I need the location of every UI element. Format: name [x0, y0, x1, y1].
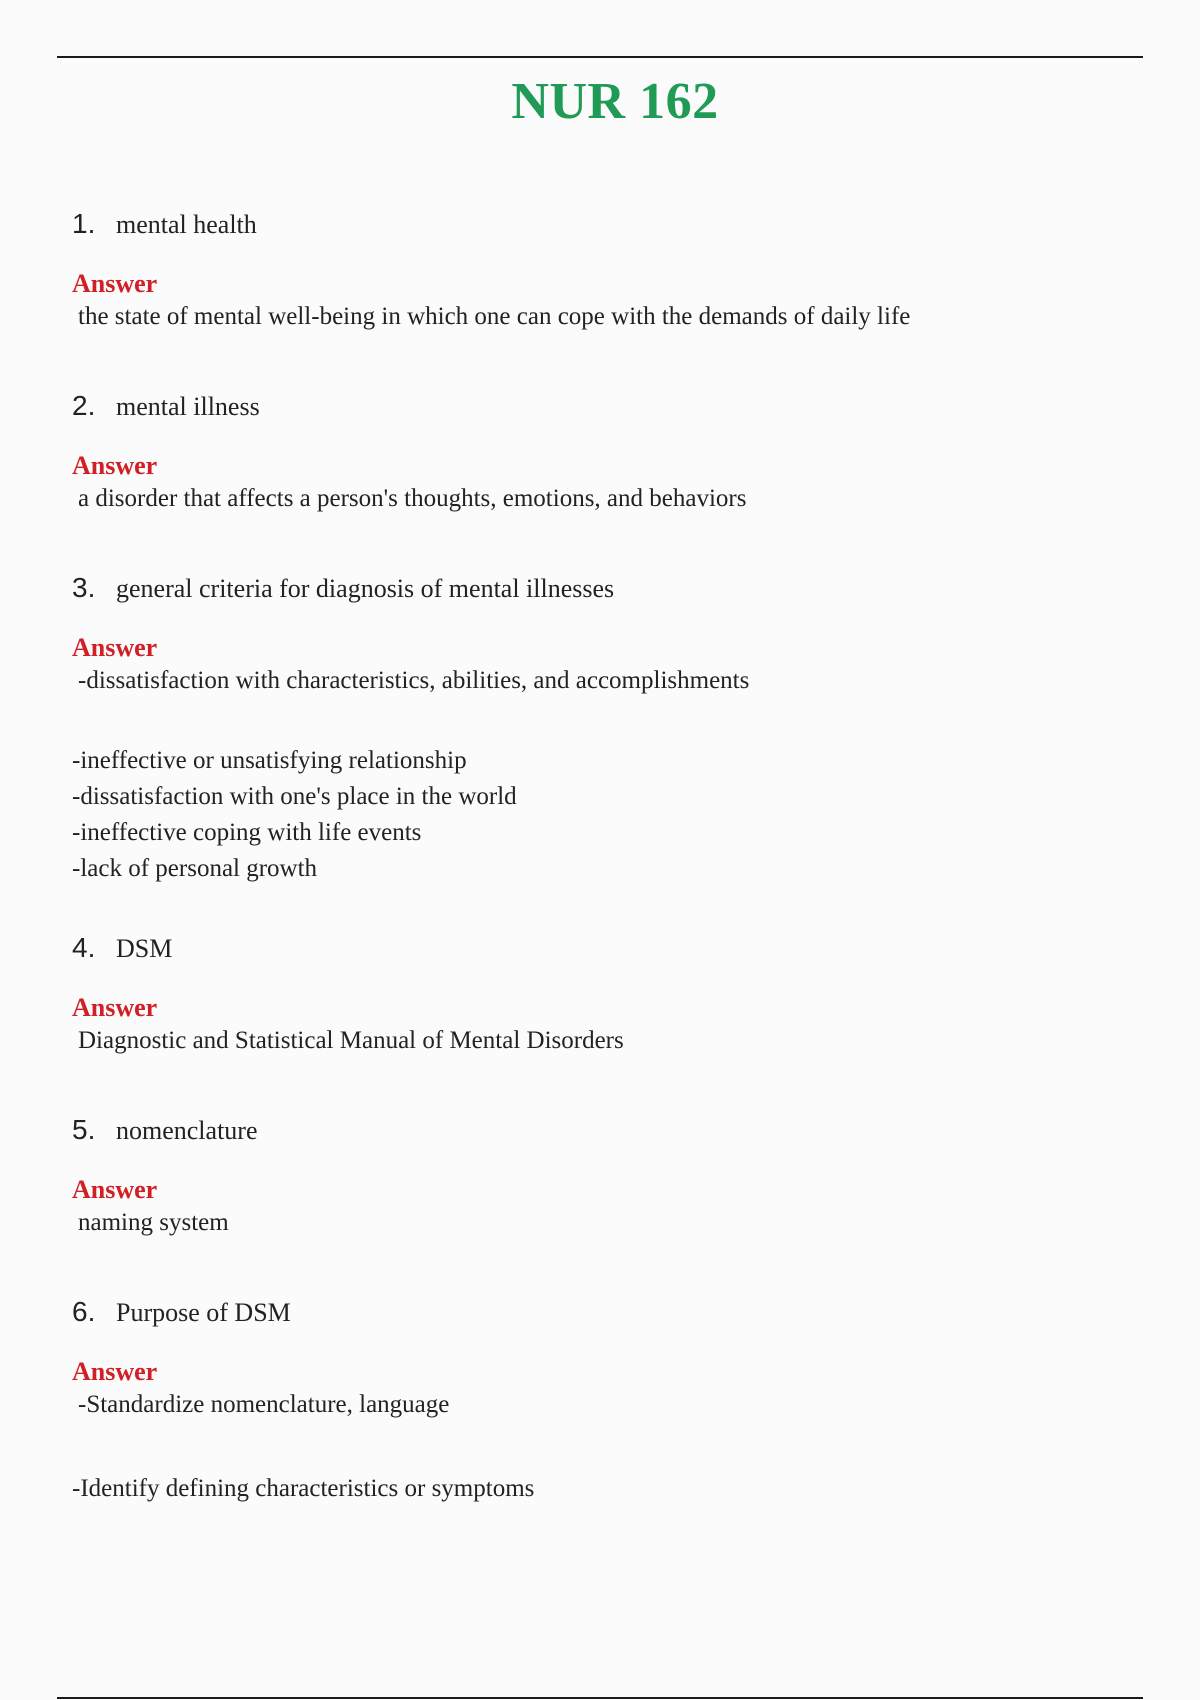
question-text: mental illness	[116, 392, 260, 421]
question-text: nomenclature	[116, 1116, 258, 1145]
qa-item-5	[72, 1114, 1132, 1241]
answer-extra-line: -Identify defining characteristics or symptoms	[72, 1475, 535, 1502]
answer-text: a disorder that affects a person's thoughts, emotions, and behaviors	[78, 485, 747, 512]
answer-label: Answer	[72, 1357, 158, 1386]
answer-label: Answer	[72, 993, 158, 1022]
bottom-rule	[57, 1697, 1143, 1699]
question-number: 3.	[72, 572, 96, 603]
answer-text: Diagnostic and Statistical Manual of Mental Disorders	[78, 1027, 624, 1054]
qa-item-3	[72, 572, 1132, 887]
answer-label: Answer	[72, 451, 158, 480]
page-title: NUR 162	[511, 73, 719, 130]
question	[72, 1296, 1132, 1329]
qa-item-1	[72, 208, 1132, 335]
answer-extra-line: -lack of personal growth	[72, 855, 318, 882]
question-number: 5.	[72, 1114, 96, 1145]
question-text: general criteria for diagnosis of mental illnesses	[116, 574, 615, 603]
qa-item-6	[72, 1296, 1132, 1507]
question-text: DSM	[116, 934, 173, 963]
question	[72, 390, 1132, 423]
answer-label: Answer	[72, 269, 158, 298]
question-text: mental health	[116, 210, 257, 239]
question-number: 6.	[72, 1296, 96, 1327]
qa-item-4	[72, 932, 1132, 1059]
answer-text: -Standardize nomenclature, language	[78, 1391, 450, 1418]
answer-label: Answer	[72, 1175, 158, 1204]
top-rule	[57, 56, 1143, 58]
question	[72, 572, 1132, 605]
question	[72, 208, 1132, 241]
answer-text: the state of mental well-being in which one can cope with the demands of daily life	[78, 303, 911, 330]
question-number: 1.	[72, 208, 96, 239]
question-text: Purpose of DSM	[116, 1298, 291, 1327]
question-number: 2.	[72, 390, 96, 421]
answer-extra-line: -dissatisfaction with one's place in the world	[72, 783, 517, 810]
question	[72, 932, 1132, 965]
qa-item-2	[72, 390, 1132, 517]
answer-extra-line: -ineffective or unsatisfying relationship	[72, 747, 467, 774]
question	[72, 1114, 1132, 1147]
answer-label: Answer	[72, 633, 158, 662]
answer-text: naming system	[78, 1209, 229, 1236]
answer-extra-line: -ineffective coping with life events	[72, 819, 422, 846]
answer-text: -dissatisfaction with characteristics, abilities, and accomplishments	[78, 667, 750, 694]
question-number: 4.	[72, 932, 96, 963]
